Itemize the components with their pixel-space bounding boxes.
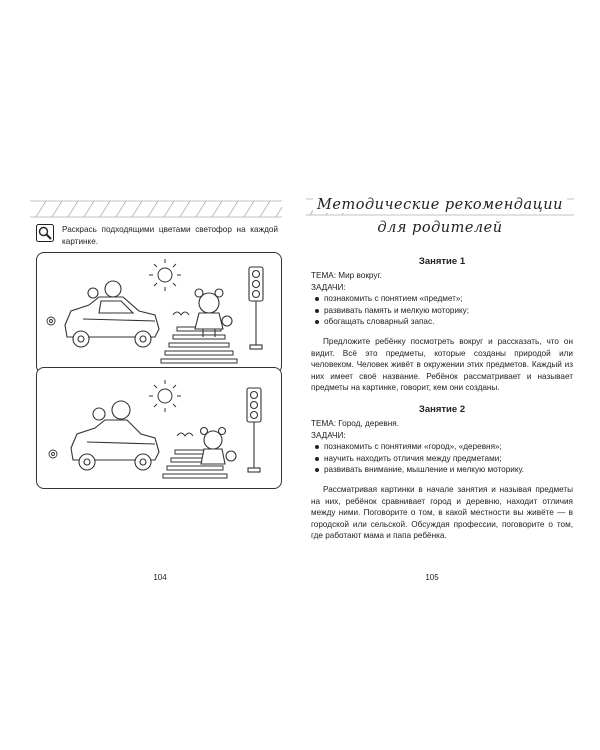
traffic-light-illustration [247,388,261,472]
lesson-1-task-list [311,293,573,327]
lesson-2-paragraph: Рассматривая картинки в начале занятия и называя предметы на них, ребёнок сравнивает город и деревню, находит отличия между ними. Поговорите о том, в какой местности вы живёте — в городской или сельской. Обсуждая профессии, поговорите о том, где работают мама и папа ребёнка. [311,485,573,541]
title-line-2: для родителей [306,220,574,236]
list-item: познакомить с понятиями «город», «деревня»; [311,441,573,452]
sun-icon [149,259,181,291]
list-item: развивать внимание, мышление и мелкую моторику. [311,464,573,475]
lesson-2 [311,404,573,541]
lesson-2-heading: Занятие 2 [418,404,466,415]
street-scene-illustration-1 [37,253,281,373]
lesson-1 [311,256,573,393]
lesson-1-paragraph: Предложите ребёнку посмотреть вокруг и рассказать, что он видит. Всё это предметы, которые созданы природой или человеком. Человек живёт в окружении этих предметов. Каждый из них имеет своё название. Ребёнок рассматривает и называет предметы на картинке, говорит, кем они созданы. [311,337,573,393]
task-text: Раскрась подходящими цветами светофор на каждой картинке. [62,225,278,246]
lesson-2-topic: ТЕМА: Город, деревня. [311,419,400,429]
decorative-stripes [30,198,282,220]
sun-icon [149,380,181,412]
page-number-left: 104 [153,573,167,582]
lesson-1-topic: ТЕМА: Мир вокруг. [311,271,382,281]
street-scene-illustration-2 [37,368,281,488]
lesson-1-heading: Занятие 1 [418,256,466,267]
lesson-1-tasks-label: ЗАДАЧИ: [311,282,346,292]
magnifier-icon [36,224,54,242]
traffic-light-illustration [249,267,263,349]
list-item: обогащать словарный запас. [311,316,573,327]
title-line-1: Методические рекомендации [306,197,574,213]
lesson-2-task-list [311,441,573,475]
list-item: научить находить отличия между предметами; [311,453,573,464]
girl-illustration [201,428,237,465]
list-item: познакомить с понятием «предмет»; [311,293,573,304]
list-item: развивать память и мелкую моторику; [311,305,573,316]
car-illustration [71,401,159,470]
page-number-right: 105 [425,573,439,582]
picture-panel-2 [36,367,282,489]
lesson-2-tasks-label: ЗАДАЧИ: [311,430,346,440]
car-illustration [65,281,159,347]
crosswalk-illustration [161,327,237,363]
picture-panel-1 [36,252,282,374]
